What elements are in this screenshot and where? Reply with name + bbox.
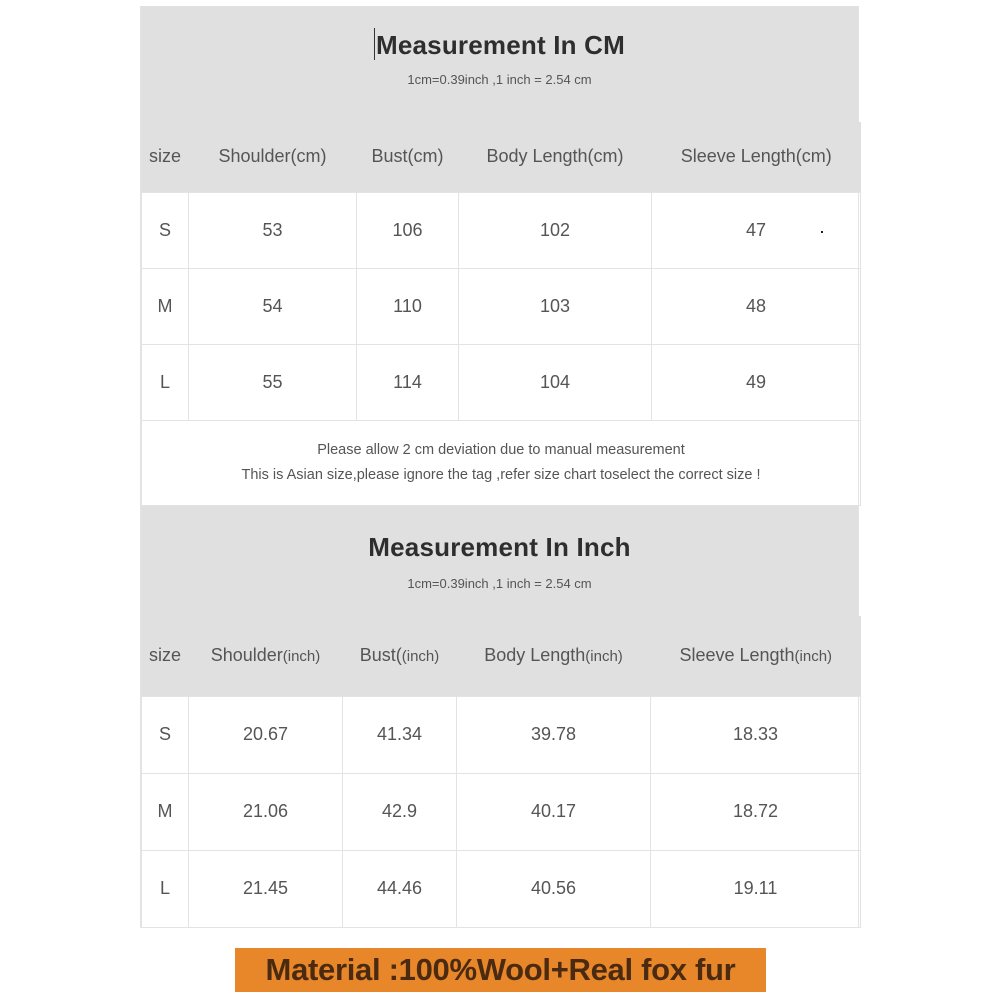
asian-size-note: This is Asian size,please ignore the tag ,refer size chart toselect the correct size ! <box>241 466 761 483</box>
deviation-note <box>142 420 861 505</box>
col-header-sleeve-length: Sleeve Length(cm) <box>652 122 861 192</box>
col-header-sleeve-length: Sleeve Length(inch) <box>651 616 861 696</box>
sleeve-length-cell: 19.11 <box>651 850 861 927</box>
size-cell: M <box>142 268 189 344</box>
table-row <box>142 344 861 420</box>
col-header-bust: Bust(cm) <box>357 122 459 192</box>
inch-header-row <box>142 616 861 696</box>
col-header-body-length: Body Length(inch) <box>457 616 651 696</box>
table-row <box>142 850 861 927</box>
sleeve-length-cell: 47 <box>652 192 861 268</box>
cm-chart-header <box>141 6 858 122</box>
inch-size-table <box>141 616 861 928</box>
col-header-bust: Bust((inch) <box>343 616 457 696</box>
col-header-body-length: Body Length(cm) <box>459 122 652 192</box>
shoulder-cell: 21.06 <box>189 773 343 850</box>
size-cell: S <box>142 192 189 268</box>
col-header-size: size <box>142 122 189 192</box>
inch-chart-title: Measurement In Inch <box>368 532 631 562</box>
body-length-cell: 40.56 <box>457 850 651 927</box>
deviation-note-row <box>142 420 861 505</box>
cm-conversion-note: 1cm=0.39inch ,1 inch = 2.54 cm <box>407 72 592 87</box>
inch-conversion-note: 1cm=0.39inch ,1 inch = 2.54 cm <box>407 576 592 591</box>
sleeve-length-cell: 18.72 <box>651 773 861 850</box>
shoulder-cell: 21.45 <box>189 850 343 927</box>
shoulder-cell: 55 <box>189 344 357 420</box>
shoulder-cell: 20.67 <box>189 696 343 773</box>
sleeve-length-cell: 49 <box>652 344 861 420</box>
sleeve-length-cell: 48 <box>652 268 861 344</box>
bust-cell: 114 <box>357 344 459 420</box>
cm-header-row <box>142 122 861 192</box>
sleeve-length-cell: 18.33 <box>651 696 861 773</box>
body-length-cell: 104 <box>459 344 652 420</box>
table-row <box>142 696 861 773</box>
size-cell: L <box>142 850 189 927</box>
bust-cell: 106 <box>357 192 459 268</box>
shoulder-cell: 53 <box>189 192 357 268</box>
stray-dot <box>821 231 823 233</box>
col-header-shoulder: Shoulder(cm) <box>189 122 357 192</box>
inch-chart-header <box>141 506 858 616</box>
cm-size-table <box>141 122 861 506</box>
bust-cell: 44.46 <box>343 850 457 927</box>
manual-measurement-note: Please allow 2 cm deviation due to manual measurement <box>317 441 685 458</box>
size-cell: L <box>142 344 189 420</box>
table-row <box>142 192 861 268</box>
shoulder-cell: 54 <box>189 268 357 344</box>
table-row <box>142 773 861 850</box>
material-banner: Material :100%Wool+Real fox fur <box>235 948 766 992</box>
bust-cell: 41.34 <box>343 696 457 773</box>
size-chart-cm <box>140 6 859 506</box>
bust-cell: 110 <box>357 268 459 344</box>
body-length-cell: 40.17 <box>457 773 651 850</box>
text-cursor <box>374 28 375 60</box>
col-header-shoulder: Shoulder(inch) <box>189 616 343 696</box>
table-row <box>142 268 861 344</box>
body-length-cell: 103 <box>459 268 652 344</box>
size-chart-inch <box>140 506 859 928</box>
size-cell: M <box>142 773 189 850</box>
bust-cell: 42.9 <box>343 773 457 850</box>
cm-chart-title: Measurement In CM <box>375 30 625 60</box>
size-cell: S <box>142 696 189 773</box>
body-length-cell: 102 <box>459 192 652 268</box>
body-length-cell: 39.78 <box>457 696 651 773</box>
col-header-size: size <box>142 616 189 696</box>
